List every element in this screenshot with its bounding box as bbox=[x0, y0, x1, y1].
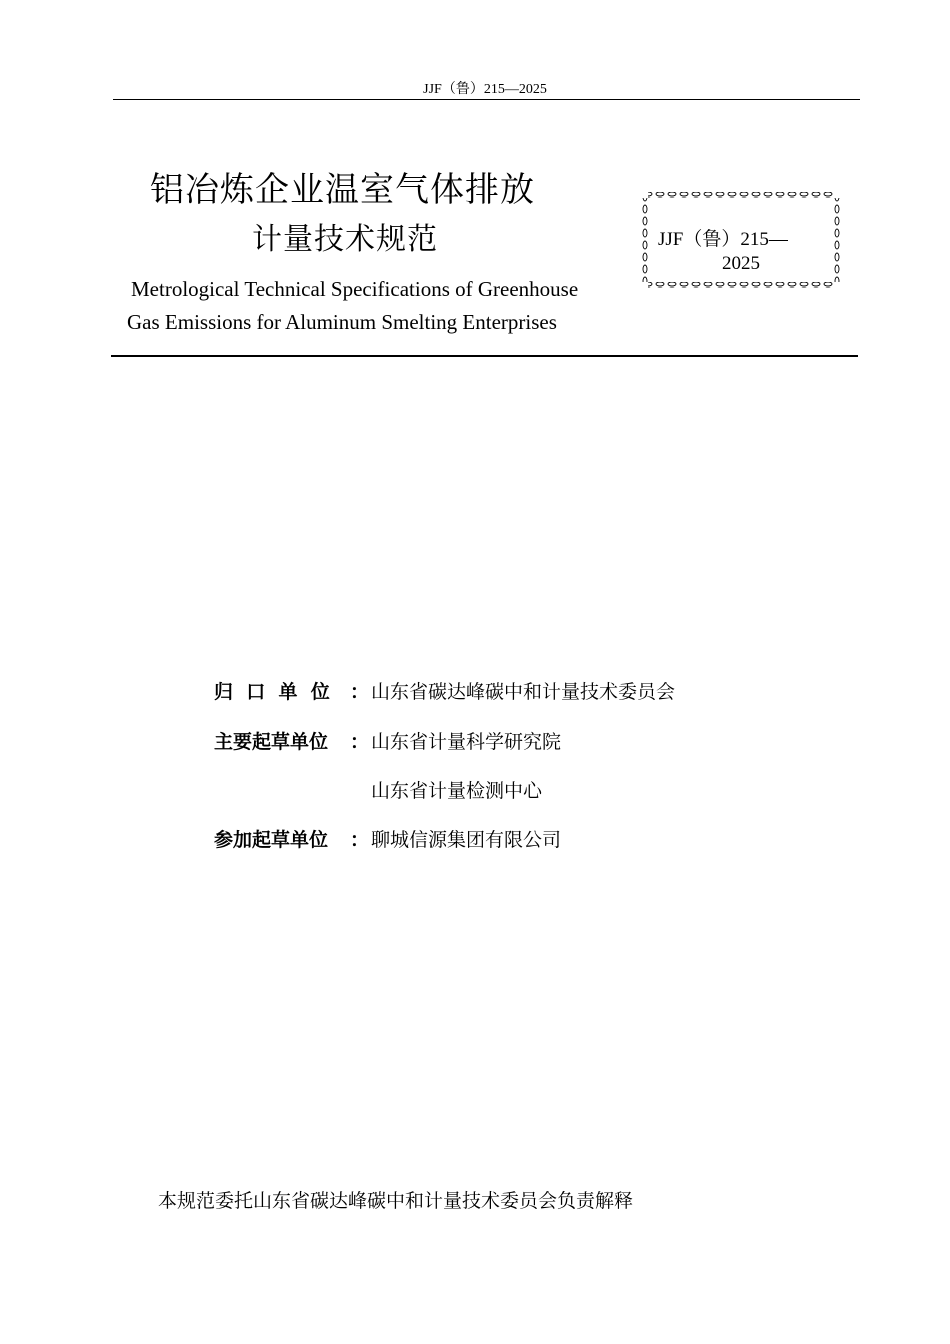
standard-code-box bbox=[642, 191, 840, 289]
code-box-line2: 2025 bbox=[722, 253, 760, 274]
org-value-main-drafting-2: 山东省计量检测中心 bbox=[371, 780, 543, 802]
org-label-main-drafting: 主要起草单位 bbox=[214, 731, 329, 753]
org-colon: ： bbox=[350, 681, 370, 703]
org-value-participating: 聊城信源集团有限公司 bbox=[371, 829, 562, 851]
title-english-line2: Gas Emissions for Aluminum Smelting Enterprises bbox=[127, 310, 557, 334]
org-colon: ： bbox=[350, 731, 370, 753]
org-label-centralized: 归 口 单 位 bbox=[214, 681, 330, 703]
org-colon: ： bbox=[350, 829, 370, 851]
title-divider-rule bbox=[111, 355, 858, 357]
footer-interpretation-note: 本规范委托山东省碳达峰碳中和计量技术委员会负责解释 bbox=[158, 1190, 634, 1212]
code-box-line1: JJF（鲁）215— bbox=[658, 229, 788, 250]
org-label-participating: 参加起草单位 bbox=[214, 829, 329, 851]
header-rule bbox=[113, 99, 860, 100]
org-value-centralized: 山东省碳达峰碳中和计量技术委员会 bbox=[371, 681, 676, 703]
org-value-main-drafting-1: 山东省计量科学研究院 bbox=[371, 731, 562, 753]
title-chinese-line2: 计量技术规范 bbox=[252, 222, 438, 257]
header-standard-code: JJF（鲁）215—2025 bbox=[423, 82, 547, 97]
title-chinese-line1: 铝冶炼企业温室气体排放 bbox=[150, 170, 535, 210]
title-english-line1: Metrological Technical Specifications of Greenhouse bbox=[131, 277, 579, 301]
